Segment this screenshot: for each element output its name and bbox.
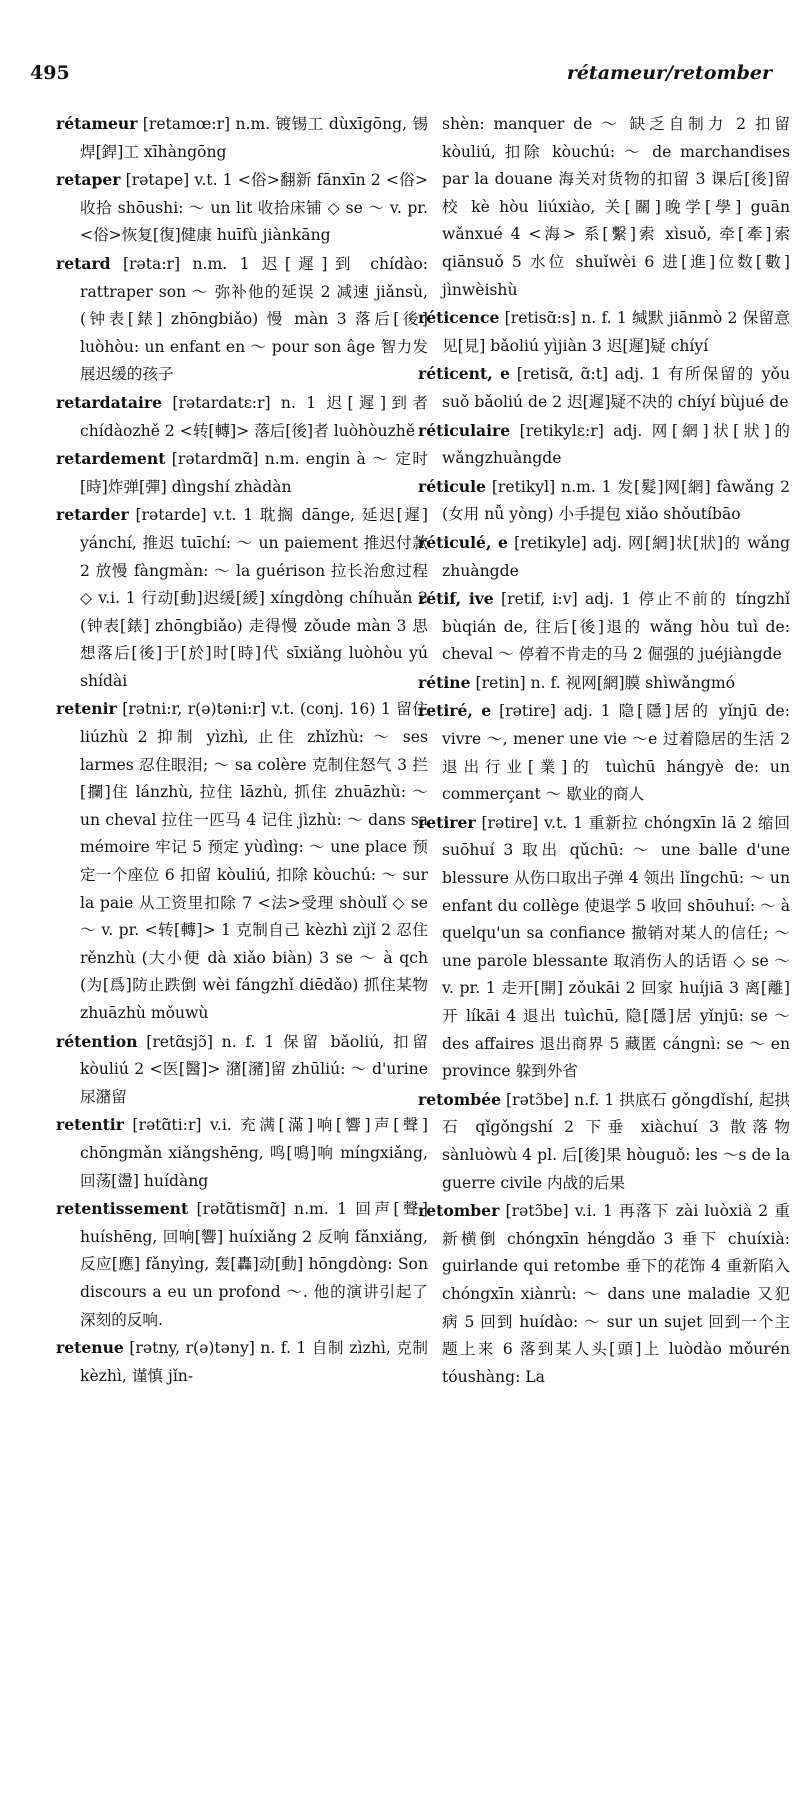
headword: retomber xyxy=(418,1201,500,1221)
dictionary-entry xyxy=(56,389,428,445)
headword: retaper xyxy=(56,170,121,190)
headword: retenue xyxy=(56,1338,124,1358)
dictionary-entry xyxy=(56,445,428,501)
entry-body: [rətɔ̃be] v.i. 1 再落下 zài luòxià 2 重新横倒 chóngxīn héngdǎo 3 垂下 chuíxià: guirlande qui retombe 垂下的花饰 4 重新陷入 chóngxīn xiànrù: ～ dans une maladie 又犯病 5 回到 huídào: ～ sur un sujet 回到一个主题上来 6 落到某人头[頭]上 luòdào mǒurén tóushàng: La xyxy=(442,1202,790,1386)
entry-body: [rətny, r(ə)təny] n. f. 1 自制 zìzhì, 克制 kèzhì, 谨慎 jǐn- xyxy=(80,1339,428,1385)
entry-body: [retɑ̃sjɔ̃] n. f. 1 保留 bǎoliú, 扣留 kòuliú 2 <医[醫]> 潴[瀦]留 zhūliú: ～ d'urine 尿潴留 xyxy=(80,1032,428,1106)
entry-body: [retikyle] adj. 网[網]状[狀]的 wǎng zhuàngde xyxy=(442,533,790,580)
headword: retard xyxy=(56,253,111,273)
dictionary-entry xyxy=(56,110,428,166)
entry-body: [rətire] v.t. 1 重新拉 chóngxīn lā 2 缩回 suōhuí 3 取出 qǔchū: ～ une balle d'une blessure 从伤口取出子弹 4 领出 lǐngchū: ～ un enfant du collège 使退学 5 收回 shōuhuí: ～ à quelqu'un sa confiance 撤销对某人的信任; ～ une parole blessante 取消伤人的话语 ◇ se ～ v. pr. 1 走开[開] zǒukāi 2 回家 huíjiā 3 离[離]开 líkāi 4 退出 tuìchū, 隐[隱]居 yǐnjū: se ～ des affaires 退出商界 5 藏匿 cángnì: se ～ en province 躲到外省 xyxy=(442,813,790,1081)
entry-body: [rətape] v.t. 1 <俗>翻新 fānxīn 2 <俗>收拾 shōushi: ～ un lit 收拾床铺 ◇ se ～ v. pr. <俗>恢复[復]健康 huīfù jiànkāng xyxy=(80,171,428,245)
dictionary-entry-continuation xyxy=(418,110,790,304)
dictionary-entry xyxy=(418,585,790,669)
headword: réticule xyxy=(418,476,486,496)
entry-body: shèn: manquer de ～ 缺乏自制力 2 扣留 kòuliú, 扣除 kòuchú: ～ de marchandises par la douane 海关对货物的扣留 3 课后[後]留校 kè hòu liúxiào, 关[關]晚学[學] guān wǎnxué 4 <海> 系[繫]索 xìsuǒ, 牵[牽]索 qiānsuǒ 5 水位 shuǐwèi 6 进[進]位数[數] jìnwèishù xyxy=(442,115,790,299)
dictionary-entry xyxy=(56,1028,428,1112)
entry-body: [rətire] adj. 1 隐[隱]居的 yǐnjū de: vivre ～, mener une vie ～e 过着隐居的生活 2 退出行业[業]的 tuìchū hángyè de: un commerçant ～ 歇业的商人 xyxy=(442,702,790,804)
headword: retardement xyxy=(56,449,166,469)
entry-body: [rətardmɑ̃] n.m. engin à ～ 定时[時]炸弹[彈] dìngshí zhàdàn xyxy=(80,450,428,496)
entry-body: [retikylɛ:r] adj. 网[網]状[狀]的 wǎngzhuàngde xyxy=(442,421,790,468)
dictionary-entry xyxy=(418,1197,790,1391)
headword: retirer xyxy=(418,812,476,832)
entry-body: [retamœ:r] n.m. 镀锡工 dùxīgōng, 锡焊[銲]工 xīhàngōng xyxy=(80,115,428,161)
dictionary-entry xyxy=(418,304,790,360)
headword: retiré, e xyxy=(418,701,492,721)
dictionary-entry xyxy=(418,809,790,1086)
entry-body: [retisɑ̃, ɑ̃:t] adj. 1 有所保留的 yǒu suǒ bǎoliú de 2 迟[遲]疑不决的 chíyí bùjué de xyxy=(442,365,790,411)
dictionary-entry xyxy=(418,417,790,473)
entry-body: [rətni:r, r(ə)təni:r] v.t. (conj. 16) 1 留住 liúzhù 2 抑制 yìzhì, 止住 zhǐzhù: ～ ses larmes 忍住眼泪; ～ sa colère 克制住怒气 3 拦[攔]住 lánzhù, 拉住 lāzhù, 抓住 zhuāzhù: ～ un cheval 拉住一匹马 4 记住 jìzhù: ～ dans sa mémoire 牢记 5 预定 yùdìng: ～ une place 预定一个座位 6 扣留 kòuliú, 扣除 kòuchú: ～ sur la paie 从工资里扣除 7 <法>受理 shòulǐ ◇ se ～ v. pr. <转[轉]> 1 克制自己 kèzhì zìjǐ 2 忍住 rěnzhù (大小便 dà xiǎo biàn) 3 se ～ à qch (为[爲]防止跌倒 wèi fángzhǐ diēdǎo) 抓住某物 zhuāzhù mǒuwù xyxy=(80,700,428,1022)
entry-body: [rətɔ̃be] n.f. 1 拱底石 gǒngdǐshí, 起拱石 qǐgǒngshí 2 下垂 xiàchuí 3 散落物 sànluòwù 4 pl. 后[後]果 hòuguǒ: les ～s de la guerre civile 内战的后果 xyxy=(442,1090,790,1192)
entry-body: [retikyl] n.m. 1 发[髮]网[網] fàwǎng 2 (女用 nǚ yòng) 小手提包 xiǎo shǒutíbāo xyxy=(442,477,790,524)
dictionary-entry xyxy=(418,529,790,585)
headword: réticulé, e xyxy=(418,532,508,552)
dictionary-entry xyxy=(418,1086,790,1197)
running-head: rétameur/retomber xyxy=(566,62,772,84)
entry-body: [rətardatɛ:r] n. 1 迟[遲]到者 chídàozhě 2 <转[轉]> 落后[後]者 luòhòuzhě xyxy=(80,393,428,440)
dictionary-entry xyxy=(418,669,790,698)
dictionary-entry xyxy=(418,697,790,808)
headword: réticence xyxy=(418,308,500,328)
entry-body: [retin] n. f. 视网[網]膜 shìwǎngmó xyxy=(470,673,736,692)
dictionary-entry xyxy=(56,695,428,1027)
headword: retentissement xyxy=(56,1199,189,1219)
entry-body: [rətɑ̃tismɑ̃] n.m. 1 回声[聲] huíshēng, 回响[響] huíxiǎng 2 反响 fǎnxiǎng, 反应[應] fǎnyìng, 轰[轟]动[動] hōngdòng: Son discours a eu un profond ～. 他的演讲引起了深刻的反响. xyxy=(80,1200,428,1329)
dictionary-entry xyxy=(418,360,790,416)
page-number: 495 xyxy=(30,62,70,84)
dictionary-entry xyxy=(418,473,790,529)
headword: retenir xyxy=(56,699,117,719)
entry-body: [retif, i:v] adj. 1 停止不前的 tíngzhǐ bùqián de, 往后[後]退的 wǎng hòu tuì de: cheval ～ 停着不肯走的马 2 倔强的 juéjiàngde xyxy=(442,590,790,664)
dictionary-entry xyxy=(56,166,428,250)
headword: retentir xyxy=(56,1115,124,1135)
headword: rétameur xyxy=(56,114,138,133)
dictionary-entry xyxy=(56,1111,428,1195)
left-column xyxy=(56,110,428,1390)
entry-body: [rətarde] v.t. 1 耽搁 dānge, 延迟[遲] yánchí, 推迟 tuīchí: ～ un paiement 推迟付款 2 放慢 fàngmàn: ～ la guérison 拉长治愈过程 ◇ v.i. 1 行动[動]迟缓[緩] xíngdòng chíhuǎn 2 (钟表[錶] zhōngbiǎo) 走得慢 zǒude màn 3 思想落后[後]于[於]时[時]代 sīxiǎng luòhòu yú shídài xyxy=(80,506,428,690)
headword: réticulaire xyxy=(418,420,511,440)
right-column xyxy=(418,110,790,1391)
dictionary-entry xyxy=(56,1334,428,1390)
headword: retardataire xyxy=(56,392,163,412)
entry-body: [rəta:r] n.m. 1 迟[遲]到 chídào: rattraper son ～ 弥补他的延误 2 减速 jiǎnsù, (钟表[錶] zhōngbiǎo) 慢 màn 3 落后[後] luòhòu: un enfant en ～ pour son âge 智力发展迟缓的孩子 xyxy=(80,254,428,384)
dictionary-entry xyxy=(56,1195,428,1334)
entry-body: [rətɑ̃ti:r] v.i. 充满[滿]响[響]声[聲] chōngmǎn xiǎngshēng, 鸣[鳴]响 míngxiǎng, 回荡[盪] huídàng xyxy=(80,1116,428,1190)
entry-body: [retisɑ̃:s] n. f. 1 缄默 jiānmò 2 保留意见[見] bǎoliú yìjiàn 3 迟[遲]疑 chíyí xyxy=(442,309,790,355)
headword: rétention xyxy=(56,1031,138,1051)
dictionary-entry xyxy=(56,250,428,389)
headword: retombée xyxy=(418,1089,501,1109)
headword: réticent, e xyxy=(418,364,510,384)
headword: retarder xyxy=(56,505,129,525)
headword: rétif, ive xyxy=(418,589,494,609)
dictionary-entry xyxy=(56,501,428,695)
headword: rétine xyxy=(418,672,471,692)
